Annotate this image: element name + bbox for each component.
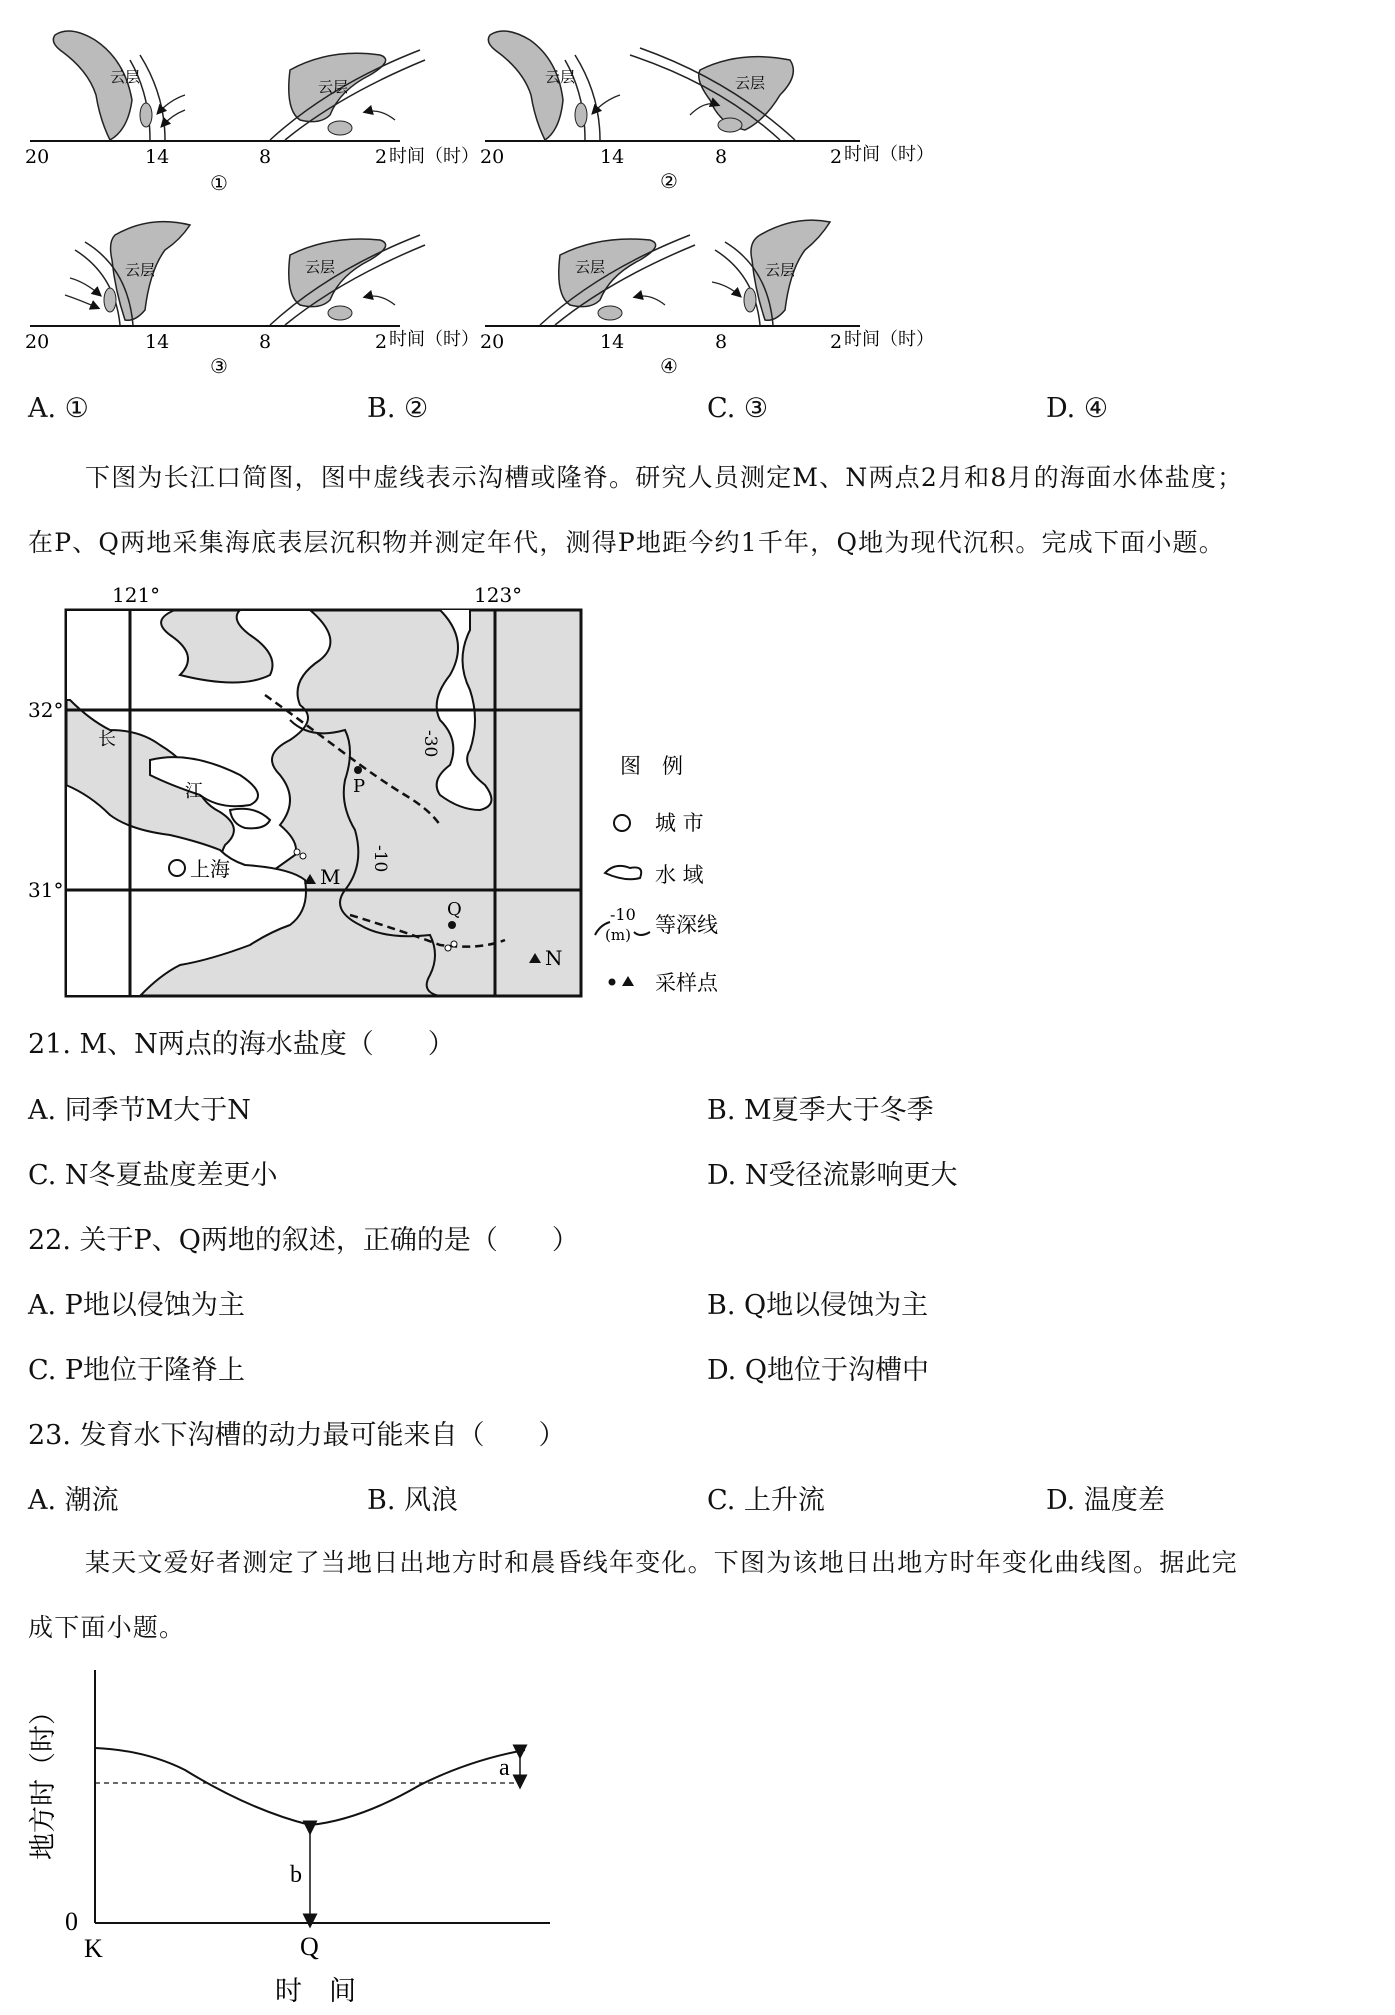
passage1-line2: 在P、Q两地采集海底表层沉积物并测定年代，测得P地距今约1千年，Q地为现代沉积。完成下面小题。: [28, 528, 1225, 557]
y-axis-label: 地方时（时）: [28, 1698, 59, 1860]
legend-title: 图 例: [620, 754, 683, 778]
yangtze-map: [0, 580, 760, 1000]
lon-121: 121°: [112, 583, 161, 607]
point-p-marker: [354, 766, 362, 774]
tick-20: 20: [25, 146, 50, 168]
legend-isobath: 等深线: [655, 913, 718, 937]
tick-2: 2: [375, 331, 388, 353]
tick-8: 8: [715, 146, 728, 168]
legend-water: 水 域: [655, 863, 704, 887]
q21-option-b[interactable]: B. M夏季大于冬季: [707, 1095, 934, 1126]
x-axis-label: 时 间: [275, 1976, 356, 2007]
tick-8: 8: [259, 331, 272, 353]
q22-stem: 22. 关于P、Q两地的叙述，正确的是（ ）: [28, 1225, 579, 1256]
passage2-line1: 某天文爱好者测定了当地日出地方时和晨昏线年变化。下图为该地日出地方时年变化曲线图。据此完: [85, 1548, 1238, 1577]
tick-20: 20: [480, 146, 505, 168]
panel-label-4: ④: [660, 354, 678, 378]
point-q-marker: [448, 921, 456, 929]
legend-isobath-value: -10: [610, 905, 636, 924]
legend-isobath-unit: (m): [605, 926, 631, 944]
cloud-label: 云层: [110, 68, 141, 86]
q22-option-c[interactable]: C. P地位于隆脊上: [28, 1355, 246, 1386]
legend-sample: 采样点: [655, 971, 718, 995]
passage2-line2: 成下面小题。: [28, 1613, 186, 1642]
axis-unit: 时间（时）: [844, 144, 934, 165]
b-label: b: [290, 1862, 302, 1888]
tick-2: 2: [830, 331, 843, 353]
a-label: a: [499, 1755, 510, 1781]
cloud-label: 云层: [765, 261, 796, 279]
tick-14: 14: [145, 331, 170, 353]
q23-option-c[interactable]: C. 上升流: [707, 1485, 825, 1516]
cloud-label: 云层: [545, 68, 576, 86]
q20-option-b[interactable]: B. ②: [367, 393, 429, 424]
cloud-label: 云层: [575, 258, 606, 276]
q20-option-c[interactable]: C. ③: [707, 393, 769, 424]
axis-unit: 时间（时）: [389, 146, 479, 167]
q23-option-a[interactable]: A. 潮流: [28, 1485, 119, 1516]
lat-31: 31°: [28, 878, 64, 902]
q22-option-a[interactable]: A. P地以侵蚀为主: [28, 1290, 245, 1321]
q-label: Q: [300, 1932, 319, 1961]
q22-option-d[interactable]: D. Q地位于沟槽中: [707, 1355, 929, 1386]
lon-123: 123°: [474, 583, 523, 607]
panel-label-3: ③: [210, 354, 228, 378]
q20-option-d[interactable]: D. ④: [1046, 393, 1109, 424]
q23-option-d[interactable]: D. 温度差: [1046, 1485, 1165, 1516]
passage1-line1: 下图为长江口简图，图中虚线表示沟槽或隆脊。研究人员测定M、N两点2月和8月的海面水体盐度；: [85, 463, 1244, 492]
cloud-label: 云层: [318, 78, 349, 96]
tick-20: 20: [480, 331, 505, 353]
panel-label-2: ②: [660, 169, 678, 193]
river-label: 长: [98, 729, 116, 750]
point-p-label: P: [353, 776, 366, 797]
cloud-label: 云层: [125, 261, 156, 279]
axis-unit: 时间（时）: [844, 329, 934, 350]
tick-20: 20: [25, 331, 50, 353]
contour-30-label: -30: [420, 730, 440, 758]
tick-8: 8: [715, 331, 728, 353]
origin-label: 0: [65, 1907, 78, 1936]
q23-stem: 23. 发育水下沟槽的动力最可能来自（ ）: [28, 1420, 566, 1451]
point-q-label: Q: [447, 899, 462, 920]
q21-stem: 21. M、N两点的海水盐度（ ）: [28, 1029, 455, 1060]
sunrise-curve: [95, 1748, 525, 1825]
q23-option-b[interactable]: B. 风浪: [367, 1485, 459, 1516]
sunrise-curve-chart: [0, 1660, 600, 2015]
river-label: 江: [185, 781, 203, 802]
point-n-label: N: [545, 946, 563, 970]
q21-option-c[interactable]: C. N冬夏盐度差更小: [28, 1160, 278, 1191]
tick-2: 2: [830, 146, 843, 168]
cloud-label: 云层: [305, 258, 336, 276]
tick-14: 14: [600, 331, 625, 353]
q21-option-a[interactable]: A. 同季节M大于N: [28, 1095, 251, 1126]
tick-14: 14: [145, 146, 170, 168]
tick-8: 8: [259, 146, 272, 168]
city-marker: [169, 860, 185, 876]
contour-10-label: -10: [370, 845, 390, 873]
lat-32: 32°: [28, 698, 64, 722]
q20-option-a[interactable]: A. ①: [28, 393, 89, 424]
legend-city: 城 市: [655, 811, 704, 835]
tick-14: 14: [600, 146, 625, 168]
axis-unit: 时间（时）: [389, 329, 479, 350]
cloud-label: 云层: [735, 74, 766, 92]
tick-2: 2: [375, 146, 388, 168]
front-diagrams: [0, 0, 960, 380]
city-label: 上海: [190, 857, 230, 881]
q22-option-b[interactable]: B. Q地以侵蚀为主: [707, 1290, 929, 1321]
k-label: K: [84, 1934, 103, 1963]
point-m-label: M: [320, 865, 341, 889]
q21-option-d[interactable]: D. N受径流影响更大: [707, 1160, 958, 1191]
panel-label-1: ①: [210, 171, 228, 195]
